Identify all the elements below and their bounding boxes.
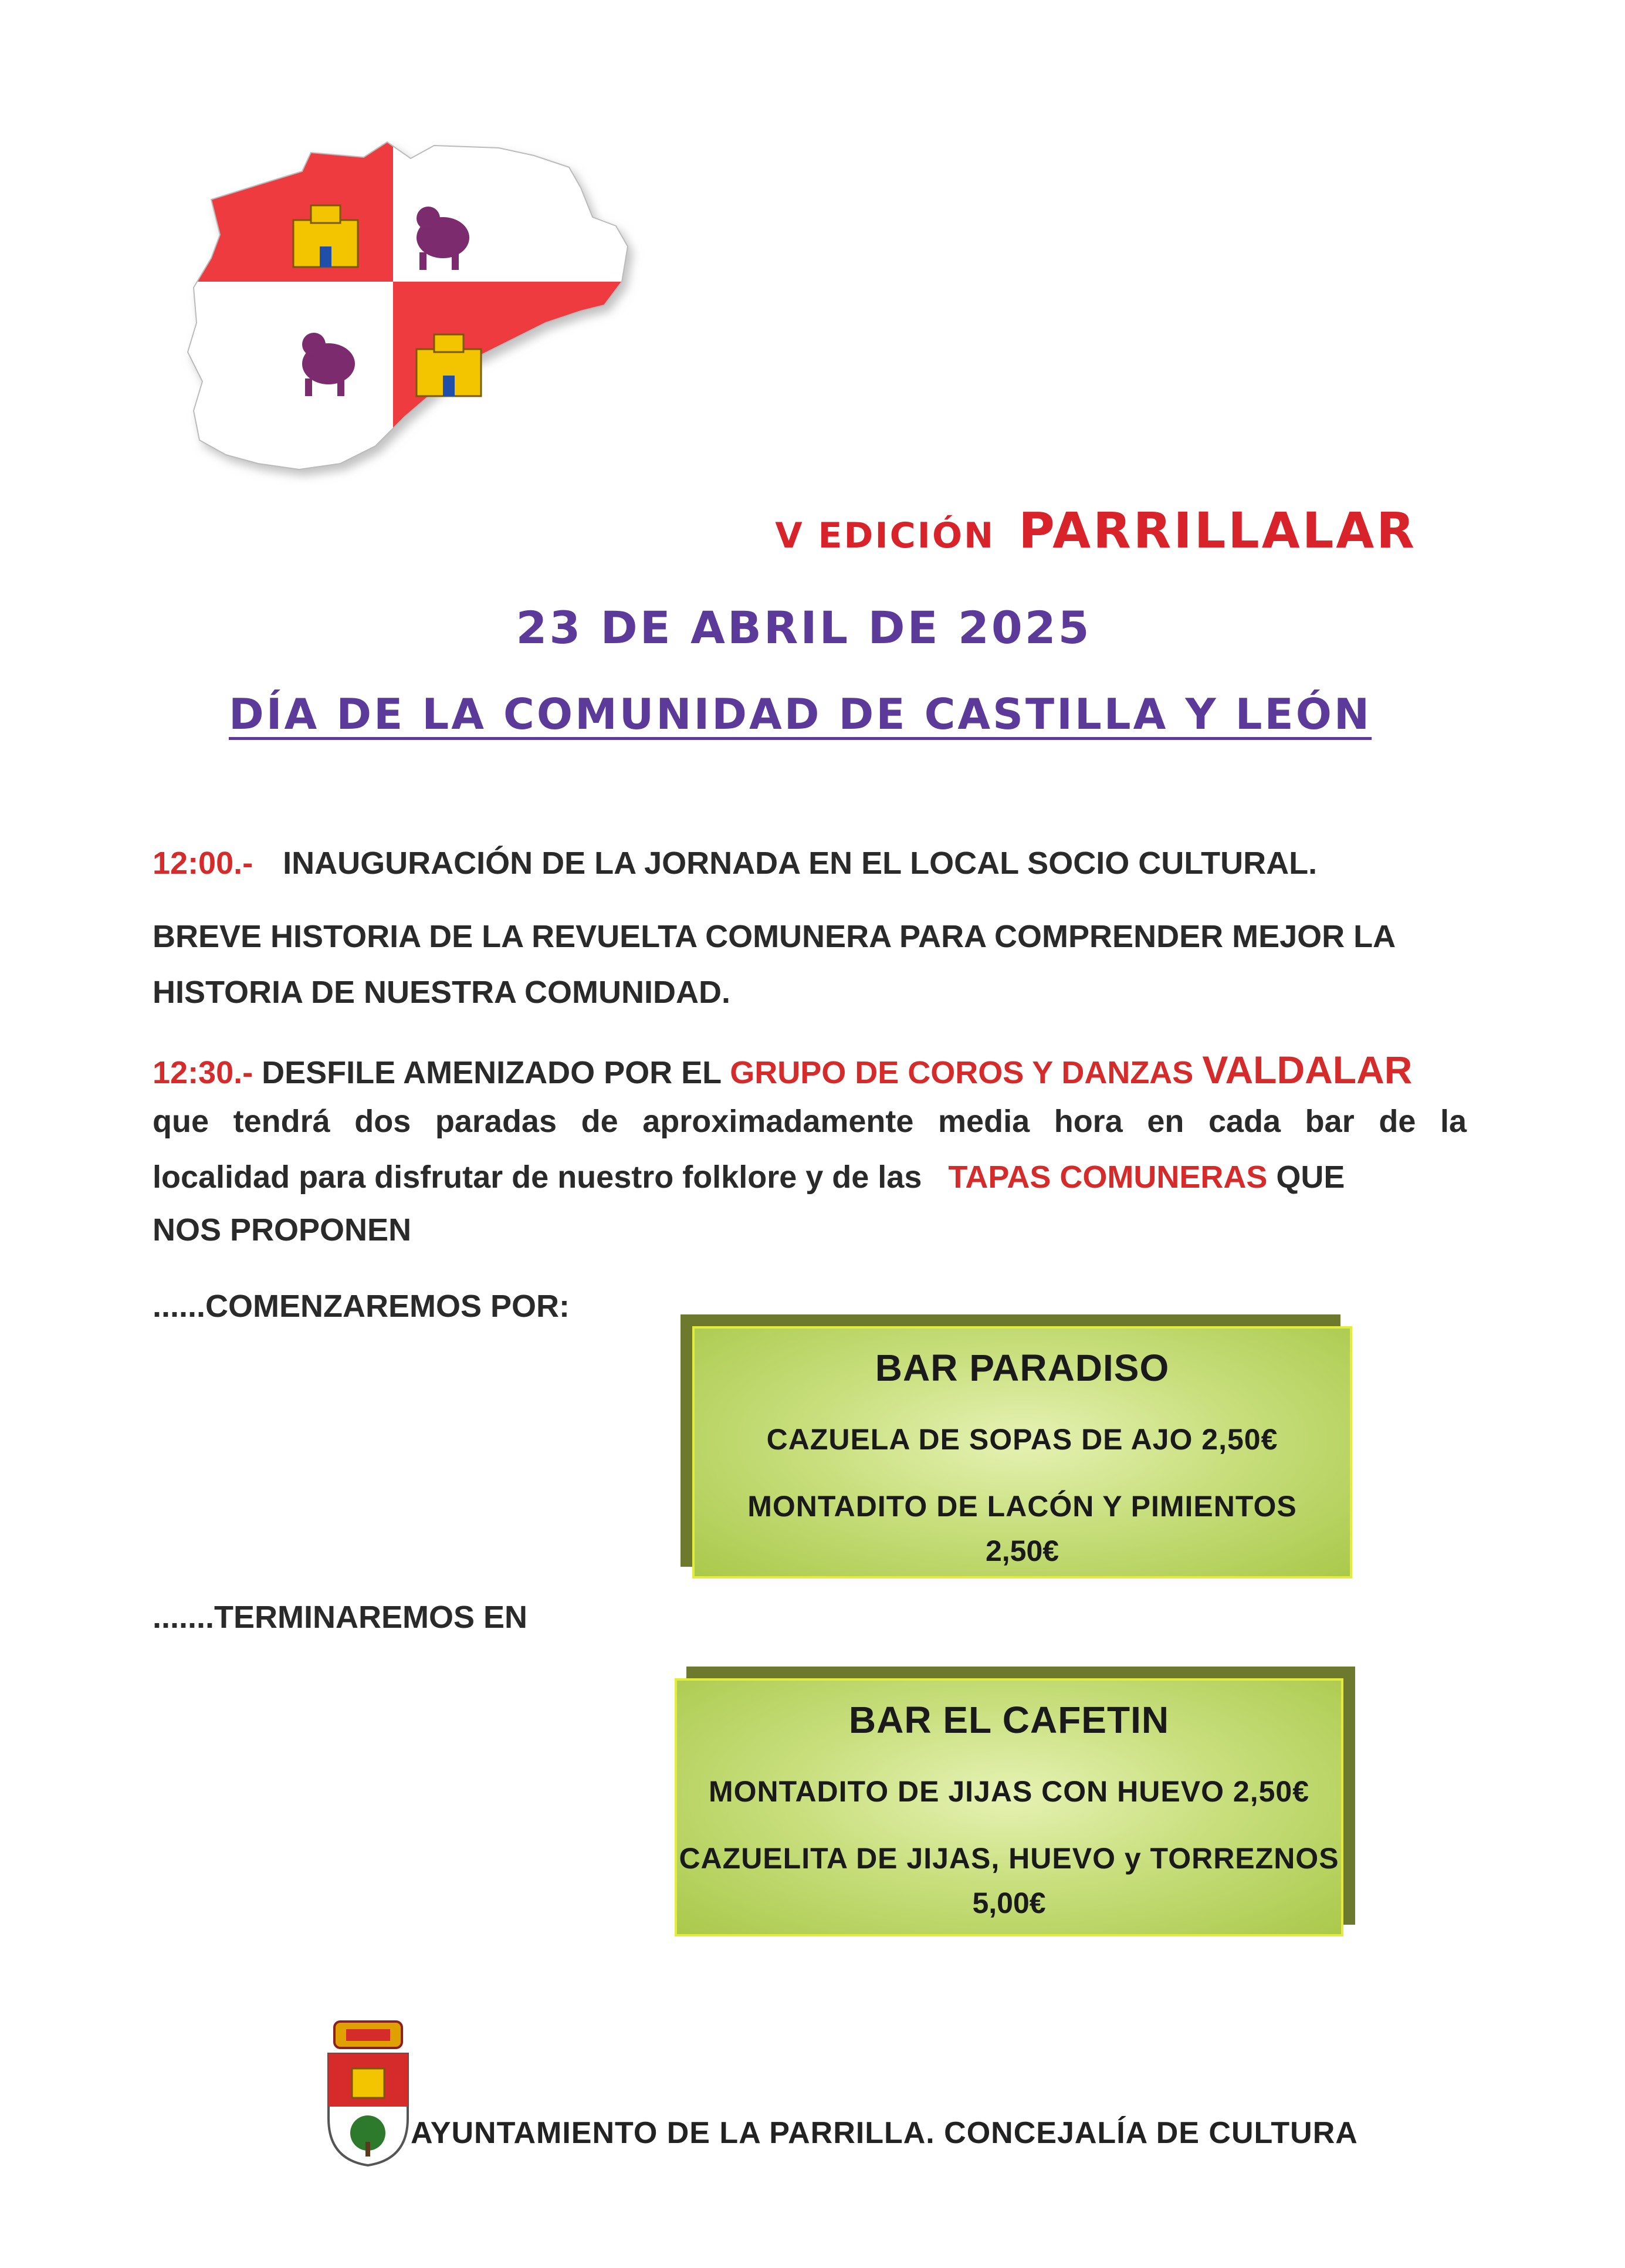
castilla-leon-flag-map-icon [170, 135, 722, 534]
bar-paradiso-title: BAR PARADISO [875, 1347, 1170, 1389]
coat-of-arms-icon [320, 2019, 417, 2171]
start-label: ......COMENZAREMOS POR: [153, 1289, 570, 1324]
day-title: DÍA DE LA COMUNIDAD DE CASTILLA Y LEÓN [229, 689, 1372, 739]
time-1230: 12:30.- [153, 1055, 253, 1090]
parade-line-3-text: localidad para disfrutar de nuestro folklore y de las [153, 1160, 922, 1195]
event-date: 23 DE ABRIL DE 2025 [516, 601, 1092, 654]
history-line-1: BREVE HISTORIA DE LA REVUELTA COMUNERA PARA COMPRENDER MEJOR LA [153, 919, 1396, 954]
parade-text: DESFILE AMENIZADO POR EL [262, 1055, 722, 1090]
end-label: .......TERMINAREMOS EN [153, 1600, 528, 1635]
program-item-1 [153, 845, 1467, 881]
group-name: VALDALAR [1202, 1048, 1413, 1091]
bar-cafetin-title: BAR EL CAFETIN [848, 1699, 1170, 1741]
parade-line-2: que tendrá dos paradas de aproximadamente media hora en cada bar de la [153, 1104, 1467, 1139]
bar-paradiso-item-2: MONTADITO DE LACÓN Y PIMIENTOS [747, 1490, 1297, 1523]
parade-line-3 [153, 1159, 1467, 1195]
history-line-2: HISTORIA DE NUESTRA COMUNIDAD. [153, 975, 731, 1010]
footer-text: AYUNTAMIENTO DE LA PARRILLA. CONCEJALÍA DE CULTURA [411, 2116, 1358, 2150]
parade-line-4: NOS PROPONEN [153, 1212, 412, 1248]
group-text: GRUPO DE COROS Y DANZAS [730, 1055, 1194, 1090]
tapas-comuneras: TAPAS COMUNERAS [948, 1160, 1268, 1195]
event-name: PARRILLALAR [1018, 502, 1417, 559]
bar-paradiso-item-1: CAZUELA DE SOPAS DE AJO 2,50€ [766, 1423, 1278, 1456]
inauguration-text: INAUGURACIÓN DE LA JORNADA EN EL LOCAL SOCIO CULTURAL. [283, 846, 1318, 881]
bar-cafetin-item-2-price: 5,00€ [972, 1887, 1046, 1919]
parade-line-3-end: QUE [1276, 1160, 1345, 1195]
edition-label: V EDICIÓN [775, 515, 996, 556]
bar-paradiso-box [692, 1326, 1352, 1579]
bar-cafetin-item-1: MONTADITO DE JIJAS CON HUEVO 2,50€ [708, 1775, 1310, 1808]
edition-heading [0, 502, 1417, 559]
bar-cafetin-box [675, 1678, 1343, 1936]
program-item-2 [153, 1047, 1467, 1092]
time-1200: 12:00.- [153, 846, 253, 881]
bar-paradiso-item-2-price: 2,50€ [985, 1534, 1059, 1567]
bar-cafetin-item-2: CAZUELITA DE JIJAS, HUEVO y TORREZNOS [679, 1842, 1339, 1875]
